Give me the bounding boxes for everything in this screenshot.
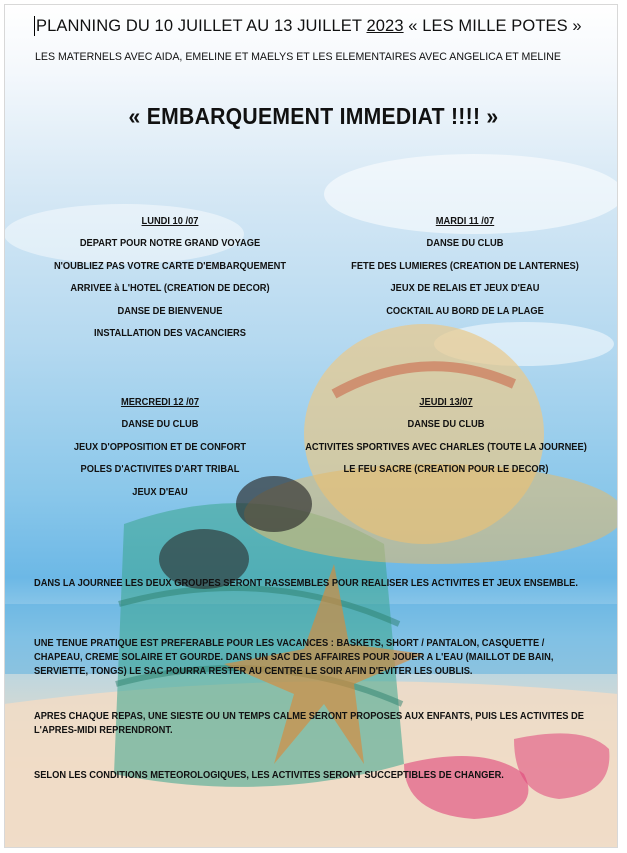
- info-paragraph-weather: SELON LES CONDITIONS METEOROLOGIQUES, LES ACTIVITES SERONT SUCCEPTIBLES DE CHANGER.: [34, 770, 504, 781]
- day-block-lundi: [40, 216, 300, 351]
- activity-item: POLES D'ACTIVITES D'ART TRIBAL: [80, 464, 240, 476]
- main-heading: « EMBARQUEMENT IMMEDIAT !!!! »: [128, 103, 499, 129]
- title-year: 2023: [366, 17, 404, 35]
- activity-item: ACTIVITES SPORTIVES AVEC CHARLES (TOUTE LA JOURNEE): [305, 441, 587, 453]
- activity-item: JEUX D'EAU: [132, 486, 188, 498]
- day-heading: JEUDI 13/07: [419, 397, 473, 408]
- activity-item: DANSE DU CLUB: [407, 419, 485, 430]
- activity-item: LE FEU SACRE (CREATION POUR LE DECOR): [343, 464, 549, 476]
- title-center: « LES MILLE POTES »: [403, 17, 582, 35]
- day-heading: MARDI 11 /07: [435, 216, 495, 227]
- activity-item: INSTALLATION DES VACANCIERS: [94, 328, 246, 340]
- activity-item: DANSE DU CLUB: [121, 419, 199, 430]
- text-cursor: [34, 16, 35, 36]
- activity-item: JEUX D'OPPOSITION ET DE CONFORT: [73, 441, 247, 453]
- day-block-jeudi: [297, 397, 595, 487]
- activity-item: COCKTAIL AU BORD DE LA PLAGE: [386, 305, 544, 317]
- subtitle: LES MATERNELS AVEC AIDA, EMELINE ET MAELYS ET LES ELEMENTAIRES AVEC ANGELICA ET MELINE: [35, 51, 561, 63]
- day-block-mercredi: [30, 397, 290, 509]
- day-heading: MERCREDI 12 /07: [120, 397, 200, 408]
- activity-item: JEUX DE RELAIS ET JEUX D'EAU: [390, 283, 540, 295]
- activity-item: DANSE DU CLUB: [426, 238, 504, 249]
- activity-item: N'OUBLIEZ PAS VOTRE CARTE D'EMBARQUEMENT: [53, 260, 287, 272]
- activity-item: DEPART POUR NOTRE GRAND VOYAGE: [79, 238, 261, 249]
- title-period: PLANNING DU 10 JUILLET AU 13 JUILLET: [36, 17, 367, 35]
- activity-item: FETE DES LUMIERES (CREATION DE LANTERNES): [351, 260, 579, 272]
- activity-item: DANSE DE BIENVENUE: [117, 305, 223, 317]
- info-paragraph-rest: APRES CHAQUE REPAS, UNE SIESTE OU UN TEMPS CALME SERONT PROPOSES AUX ENFANTS, PUIS LES ACTIVITES DE L'APRES-MIDI REPRENDRONT.: [34, 711, 584, 736]
- info-paragraph-groups: DANS LA JOURNEE LES DEUX GROUPES SERONT RASSEMBLES POUR REALISER LES ACTIVITES ET JEUX ENSEMBLE.: [34, 578, 578, 589]
- day-block-mardi: [335, 216, 595, 328]
- day-heading: LUNDI 10 /07: [141, 216, 199, 227]
- info-paragraph-clothing: UNE TENUE PRATIQUE EST PREFERABLE POUR LES VACANCES : BASKETS, SHORT / PANTALON, CASQUETTE / CHAPEAU, CREME SOLAIRE ET GOURDE. DANS UN SAC DES AFFAIRES POUR JOUER A L'EAU (MAILLOT DE BAIN, SERVIETTE, TONGS) LE SAC POURRA RESTER AU CENTRE LE SOIR AFIN D'EVITER LES OUBLIS.: [34, 638, 554, 677]
- activity-item: ARRIVEE à L'HOTEL (CREATION DE DECOR): [70, 283, 270, 295]
- page-title: [36, 17, 582, 36]
